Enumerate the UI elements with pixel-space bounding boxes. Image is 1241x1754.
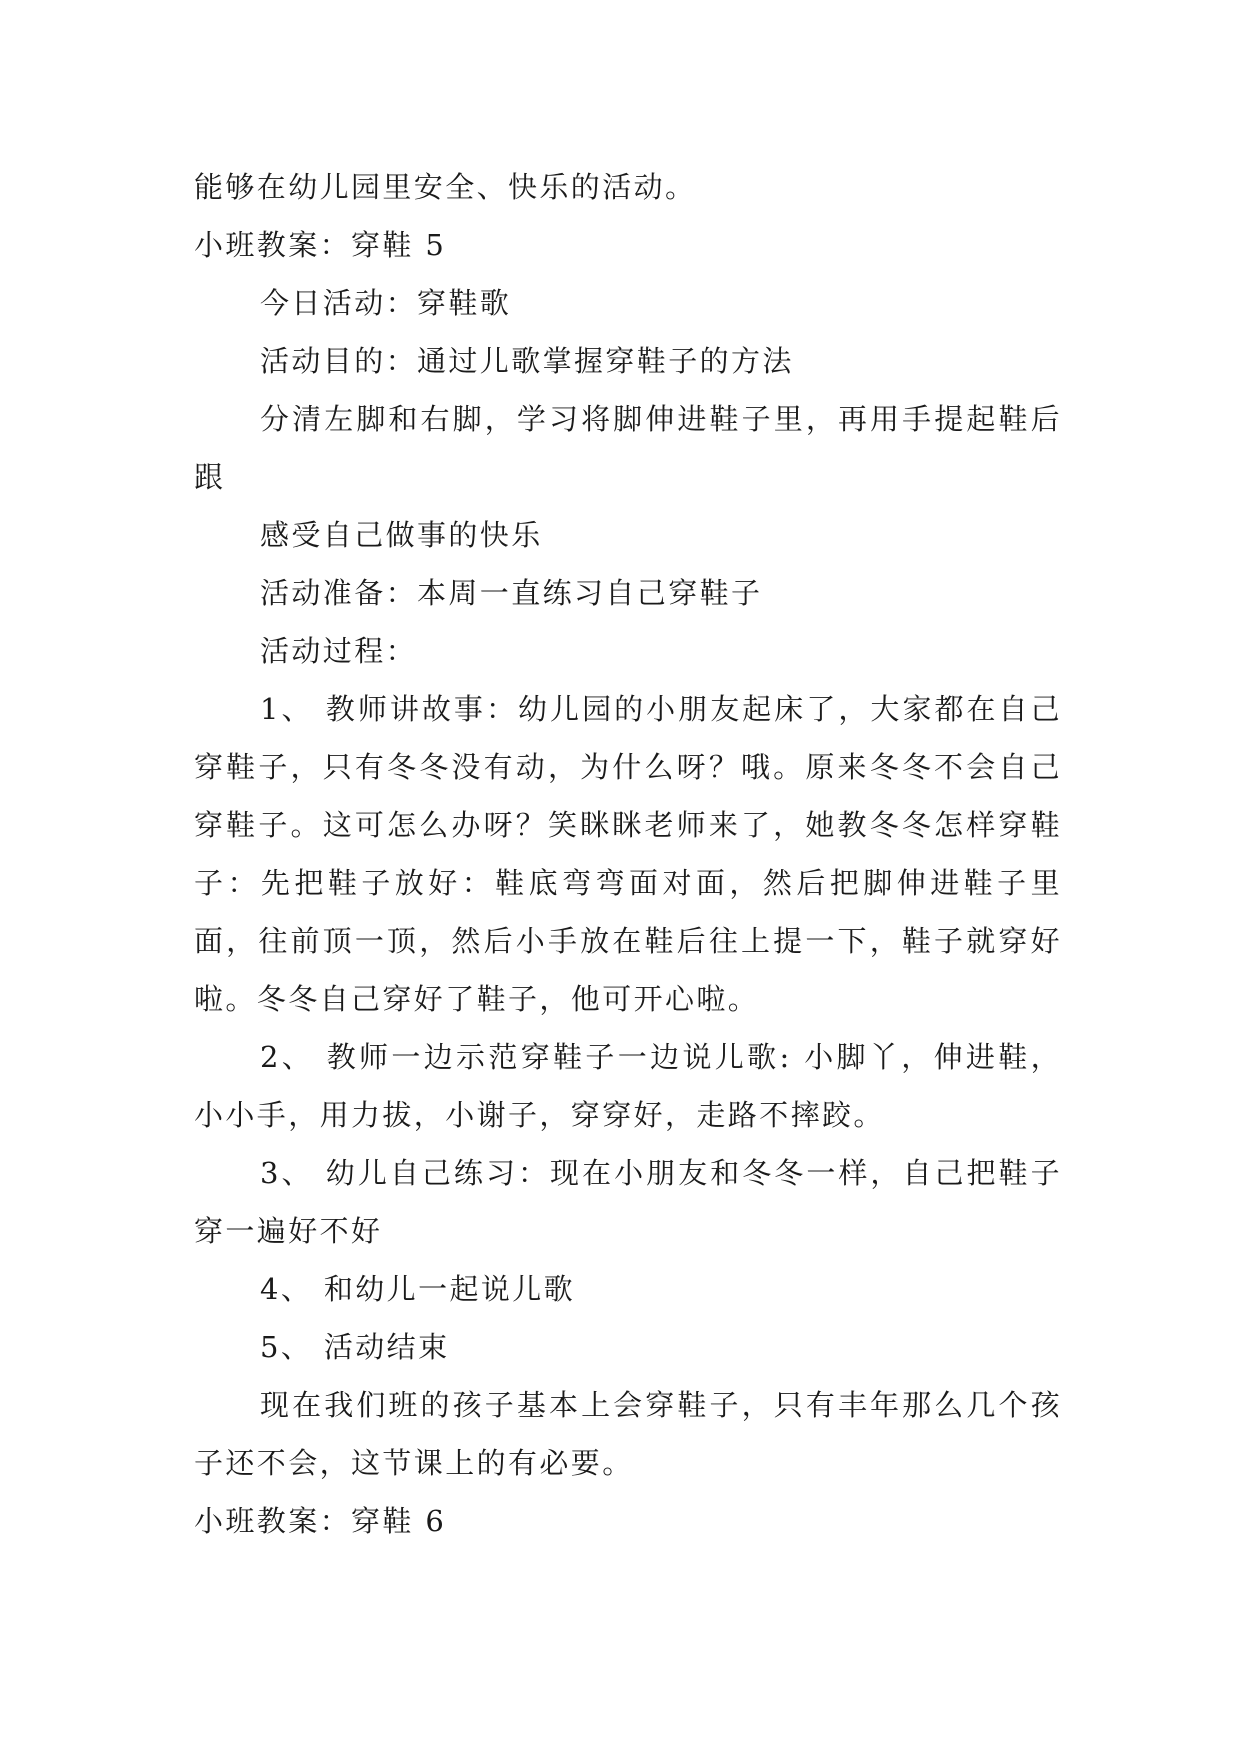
paragraph: 活动准备：本周一直练习自己穿鞋子 [260,576,763,610]
list-item: 1、 教师讲故事：幼儿园的小朋友起床了，大家都在自己穿鞋子，只有冬冬没有动，为什么呀？哦。原来冬冬不会自己穿鞋子。这可怎么办呀？笑眯眯老师来了，她教冬冬怎样穿鞋子：先把鞋子放好：鞋底弯弯面对面，然后把脚伸进鞋子里面，往前顶一顶，然后小手放在鞋后往上提一下，鞋子就穿好啦。冬冬自己穿好了鞋子，他可开心啦。 [194,692,1062,1016]
section-heading: 小班教案：穿鞋 5 [194,228,447,262]
paragraph: 能够在幼儿园里安全、快乐的活动。 [194,170,697,204]
document-body [194,158,1062,1550]
section-heading: 小班教案：穿鞋 6 [194,1504,447,1538]
paragraph: 活动目的：通过儿歌掌握穿鞋子的方法 [260,344,794,378]
paragraph: 活动过程： [260,634,418,668]
list-item: 3、 幼儿自己练习：现在小朋友和冬冬一样，自己把鞋子穿一遍好不好 [194,1156,1062,1248]
list-item: 4、 和幼儿一起说儿歌 [260,1272,576,1306]
list-item: 5、 活动结束 [260,1330,450,1364]
paragraph: 今日活动：穿鞋歌 [260,286,512,320]
paragraph: 分清左脚和右脚，学习将脚伸进鞋子里，再用手提起鞋后跟 [194,402,1062,494]
paragraph: 现在我们班的孩子基本上会穿鞋子，只有丰年那么几个孩子还不会，这节课上的有必要。 [194,1388,1062,1480]
paragraph: 感受自己做事的快乐 [260,518,543,552]
list-item: 2、 教师一边示范穿鞋子一边说儿歌: 小脚丫，伸进鞋，小小手，用力拔，小谢子，穿穿好，走路不摔跤。 [194,1040,1062,1132]
